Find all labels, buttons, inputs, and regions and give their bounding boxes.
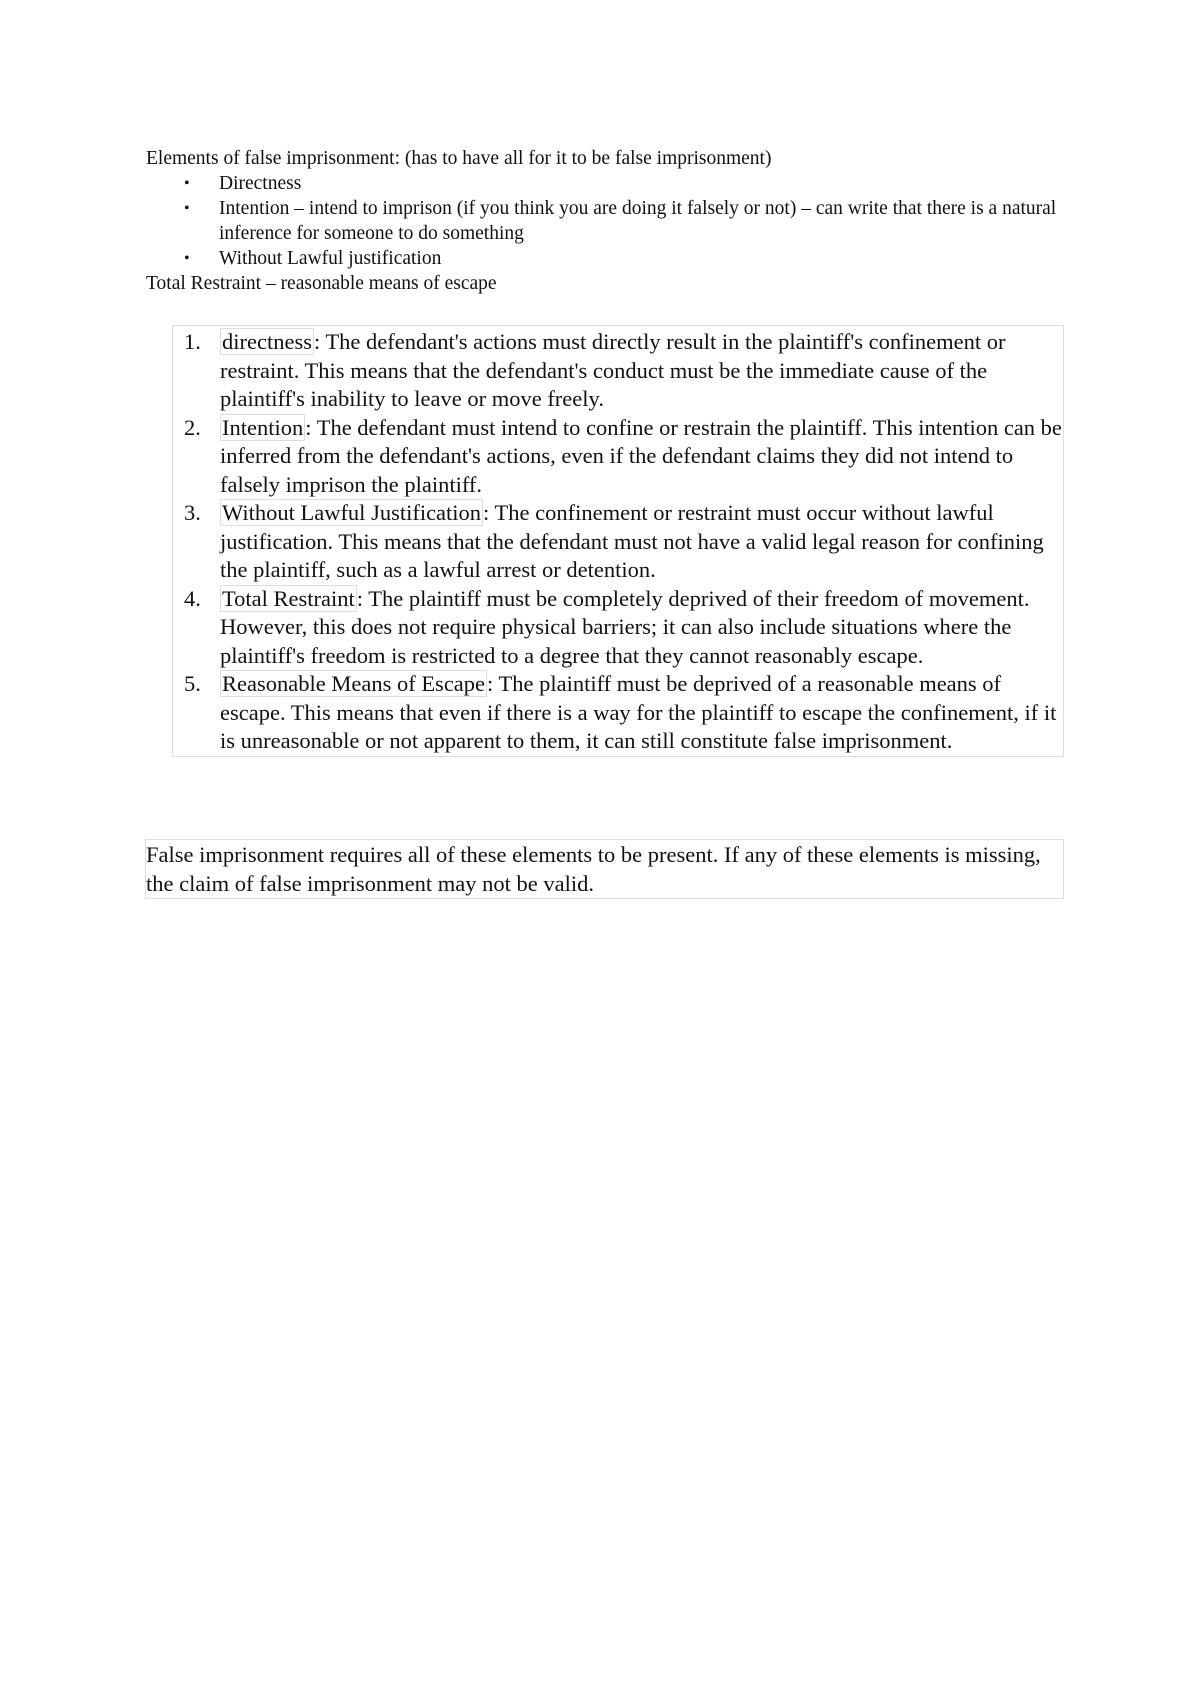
list-number: 3. (184, 500, 201, 525)
element-description: : The plaintiff must be completely deprived of their freedom of movement. However, this does not require physical barriers; it can also include situations where the plaintiff's freedom is restricted to a degree that they cannot reasonably escape. (220, 585, 1030, 668)
bullet-icon: • (184, 200, 190, 217)
element-list-item (173, 670, 1063, 756)
list-number: 5. (184, 671, 201, 696)
element-term: Without Lawful Justification (222, 500, 482, 525)
notes-bullet-text: Intention – intend to imprison (if you think you are doing it falsely or not) – can write that there is a natural inference for someone to do something (219, 198, 1057, 244)
notes-bullet-text: Directness (219, 173, 302, 194)
notes-heading: Elements of false imprisonment: (has to have all for it to be false imprisonment) (146, 148, 772, 169)
element-list-item (173, 414, 1063, 500)
notes-footer-line: Total Restraint – reasonable means of escape (146, 273, 497, 294)
element-term: Reasonable Means of Escape (222, 671, 486, 696)
element-term: Intention (222, 414, 304, 440)
elements-numbered-list (173, 328, 1063, 756)
element-description: : The plaintiff must be deprived of a reasonable means of escape. This means that even if there is a way for the plaintiff to escape the confinement, if it is unreasonable or not apparent to them, it can still constitute false imprisonment. (220, 671, 1057, 753)
element-term: Total Restraint (222, 585, 355, 611)
list-number: 1. (184, 329, 201, 354)
summary-box (145, 839, 1064, 899)
element-description: : The confinement or restraint must occur without lawful justification. This means that the defendant must not have a valid legal reason for confining the plaintiff, such as a lawful arrest or detention. (220, 500, 1044, 582)
element-list-item (173, 585, 1063, 671)
element-list-item (173, 499, 1063, 585)
notes-bullet-text: Without Lawful justification (219, 248, 442, 269)
bullet-icon: • (184, 250, 190, 267)
list-number: 4. (184, 585, 201, 611)
notes-bullet-list (146, 171, 1066, 271)
element-description: : The defendant's actions must directly result in the plaintiff's confinement or restraint. This means that the defendant's conduct must be the immediate cause of the plaintiff's inability to leave or move freely. (220, 329, 1006, 411)
element-list-item (173, 328, 1063, 414)
element-description: : The defendant must intend to confine or restrain the plaintiff. This intention can be inferred from the defendant's actions, even if the defendant claims they did not intend to falsely imprison the plaintiff. (220, 414, 1062, 497)
summary-text: False imprisonment requires all of these elements to be present. If any of these elements is missing, the claim of false imprisonment may not be valid. (146, 842, 1041, 896)
element-term: directness (222, 329, 312, 354)
notes-bullet-item (146, 246, 1066, 271)
bullet-icon: • (184, 175, 190, 192)
handwritten-notes-section (146, 146, 1066, 296)
notes-bullet-item (146, 196, 1066, 246)
elements-list-box (172, 325, 1064, 757)
notes-bullet-item (146, 171, 1066, 196)
list-number: 2. (184, 414, 201, 440)
